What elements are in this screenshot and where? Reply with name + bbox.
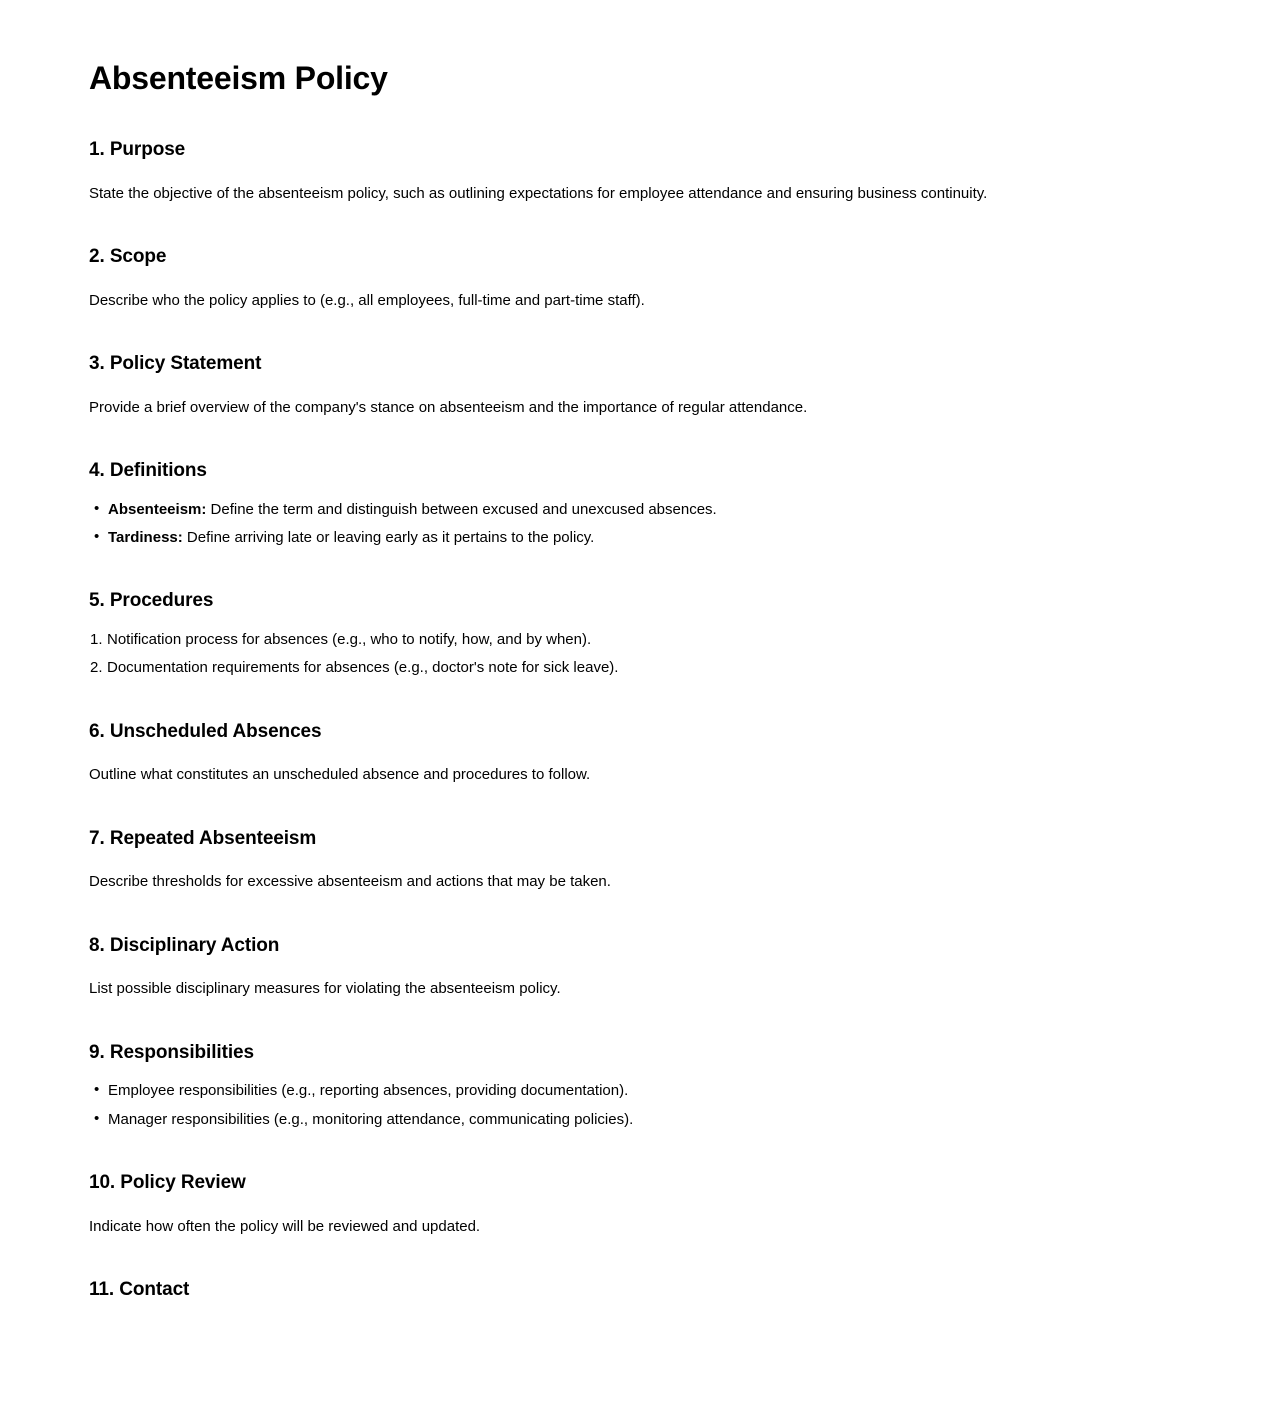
section-heading-responsibilities: 9. Responsibilities [89, 1041, 254, 1063]
list-item [89, 500, 1089, 520]
procedures-list [89, 613, 1089, 679]
section-repeated-absenteeism [89, 786, 1089, 893]
section-paragraph-unscheduled-absences: Outline what constitutes an unscheduled absence and procedures to follow. [89, 766, 591, 784]
section-policy-statement [89, 311, 1089, 418]
section-heading-policy-review: 10. Policy Review [89, 1171, 246, 1193]
section-heading-disciplinary-action: 8. Disciplinary Action [89, 934, 280, 956]
section-purpose [89, 97, 1089, 204]
section-paragraph-repeated-absenteeism: Describe thresholds for excessive absenteeism and actions that may be taken. [89, 873, 611, 891]
list-item: Documentation requirements for absences (e.g., doctor's note for sick leave). [107, 659, 619, 677]
responsibilities-list [89, 1064, 1089, 1130]
section-contact [89, 1237, 1089, 1302]
section-heading-policy-statement: 3. Policy Statement [89, 352, 262, 374]
section-heading-contact: 11. Contact [89, 1279, 190, 1301]
section-procedures [89, 548, 1089, 678]
section-paragraph-scope: Describe who the policy applies to (e.g., all employees, full-time and part-time staff). [89, 291, 645, 309]
list-item: Notification process for absences (e.g., who to notify, how, and by when). [107, 631, 592, 649]
section-heading-repeated-absenteeism: 7. Repeated Absenteeism [89, 827, 317, 849]
section-policy-review [89, 1130, 1089, 1237]
section-disciplinary-action [89, 893, 1089, 1000]
definition-text: Define the term and distinguish between excused and unexcused absences. [206, 500, 717, 518]
section-definitions [89, 418, 1089, 548]
section-paragraph-policy-review: Indicate how often the policy will be reviewed and updated. [89, 1217, 481, 1235]
definitions-list [89, 483, 1089, 549]
section-heading-procedures: 5. Procedures [89, 590, 214, 612]
section-paragraph-disciplinary-action: List possible disciplinary measures for violating the absenteeism policy. [89, 980, 561, 998]
section-paragraph-purpose: State the objective of the absenteeism policy, such as outlining expectations for employee attendance and ensuring business continuity. [89, 184, 988, 202]
list-item: • Employee responsibilities (e.g., reporting absences, providing documentation). [89, 1081, 1089, 1101]
definition-text: Define arriving late or leaving early as it pertains to the policy. [182, 528, 595, 546]
section-heading-purpose: 1. Purpose [89, 138, 186, 160]
definition-term: Absenteeism: [108, 500, 207, 518]
section-heading-scope: 2. Scope [89, 245, 167, 267]
section-paragraph-policy-statement: Provide a brief overview of the company's stance on absenteeism and the importance of regular attendance. [89, 398, 808, 416]
page-title: Absenteeism Policy [89, 60, 388, 96]
section-responsibilities [89, 1000, 1089, 1130]
section-heading-definitions: 4. Definitions [89, 459, 207, 481]
section-scope [89, 204, 1089, 311]
list-item [89, 528, 1089, 548]
list-item: • Manager responsibilities (e.g., monitoring attendance, communicating policies). [89, 1110, 1089, 1130]
section-heading-unscheduled-absences: 6. Unscheduled Absences [89, 720, 322, 742]
definition-term: Tardiness: [108, 528, 183, 546]
document-body [89, 0, 1089, 1302]
section-unscheduled-absences [89, 679, 1089, 786]
